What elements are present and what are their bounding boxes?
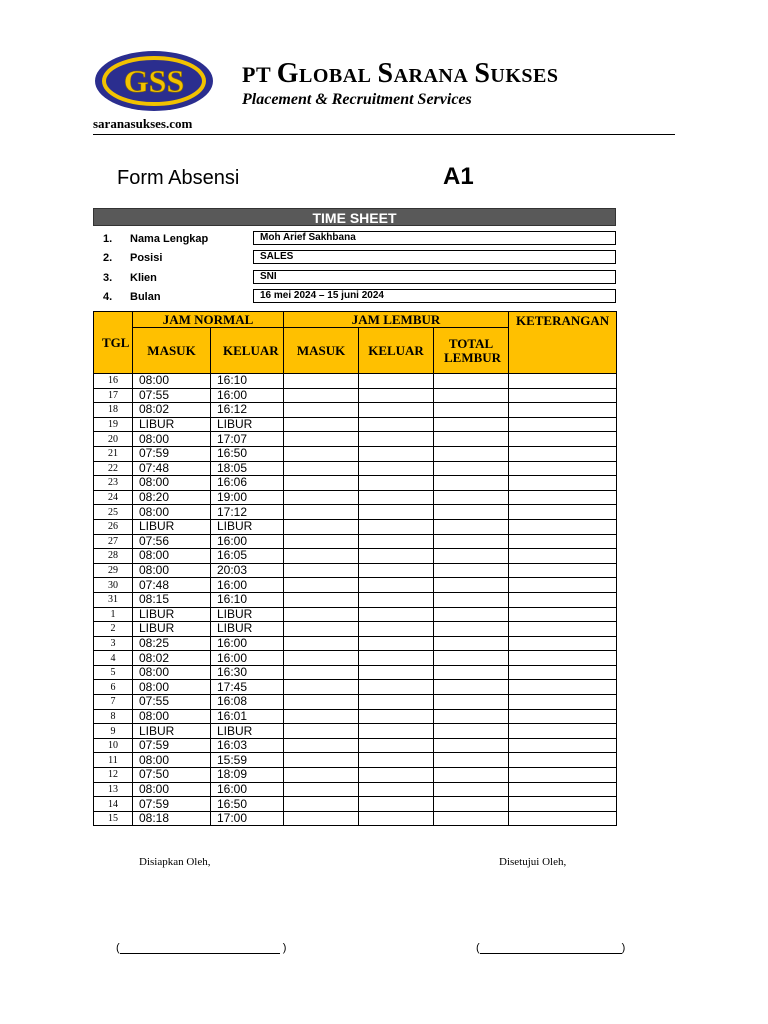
cell-masuk-lembur (284, 695, 359, 710)
cell-masuk-lembur (284, 811, 359, 826)
cell-keluar: 16:50 (211, 797, 284, 812)
cell-keterangan (509, 753, 617, 768)
cell-masuk-lembur (284, 651, 359, 666)
cell-masuk: 07:56 (133, 534, 211, 549)
info-number: 4. (103, 291, 113, 303)
form-title: Form Absensi (117, 167, 240, 189)
cell-keluar-lembur (359, 505, 434, 520)
cell-tgl: 20 (94, 432, 133, 447)
cell-keluar-lembur (359, 563, 434, 578)
cell-total-lembur (434, 811, 509, 826)
company-name (242, 58, 559, 90)
cell-keluar: 16:10 (211, 374, 284, 389)
form-code: A1 (443, 163, 474, 190)
cell-keterangan (509, 782, 617, 797)
cell-masuk: 07:48 (133, 578, 211, 593)
info-value-field: 16 mei 2024 – 15 juni 2024 (253, 289, 616, 303)
cell-keluar: 17:45 (211, 680, 284, 695)
cell-keterangan (509, 549, 617, 564)
cell-tgl: 10 (94, 738, 133, 753)
cell-tgl: 9 (94, 724, 133, 739)
header-total-lembur: TOTAL LEMBUR (434, 328, 509, 374)
table-row (94, 636, 617, 651)
cell-masuk: 08:02 (133, 651, 211, 666)
signature-underline (120, 943, 280, 954)
info-number: 2. (103, 252, 113, 264)
cell-tgl: 17 (94, 388, 133, 403)
cell-total-lembur (434, 461, 509, 476)
info-value-field: SNI (253, 270, 616, 284)
cell-masuk-lembur (284, 636, 359, 651)
cell-keluar-lembur (359, 651, 434, 666)
cell-total-lembur (434, 738, 509, 753)
cell-keterangan (509, 461, 617, 476)
open-paren: ( (476, 942, 480, 954)
prepared-signature-line (116, 942, 286, 954)
company-name-prefix: PT (242, 62, 277, 87)
cell-keluar: 18:09 (211, 768, 284, 783)
cell-keterangan (509, 738, 617, 753)
cell-masuk: 08:00 (133, 563, 211, 578)
cell-masuk: 08:00 (133, 782, 211, 797)
table-row (94, 592, 617, 607)
company-name-word: Global (276, 58, 372, 89)
cell-masuk-lembur (284, 549, 359, 564)
cell-keluar-lembur (359, 665, 434, 680)
cell-masuk-lembur (284, 432, 359, 447)
cell-keterangan (509, 724, 617, 739)
cell-keterangan (509, 797, 617, 812)
cell-keluar: 16:05 (211, 549, 284, 564)
info-label: Bulan (130, 291, 161, 303)
cell-masuk-lembur (284, 461, 359, 476)
cell-tgl: 30 (94, 578, 133, 593)
cell-keluar: LIBUR (211, 417, 284, 432)
table-row (94, 505, 617, 520)
header-masuk-lembur: MASUK (284, 328, 359, 374)
cell-masuk: 08:02 (133, 403, 211, 418)
cell-total-lembur (434, 417, 509, 432)
cell-tgl: 4 (94, 651, 133, 666)
cell-masuk-lembur (284, 738, 359, 753)
cell-masuk-lembur (284, 446, 359, 461)
cell-masuk: 08:00 (133, 432, 211, 447)
cell-masuk-lembur (284, 505, 359, 520)
cell-keluar-lembur (359, 607, 434, 622)
cell-keluar-lembur (359, 446, 434, 461)
cell-keluar: 17:12 (211, 505, 284, 520)
close-paren: ) (621, 942, 626, 954)
cell-keluar-lembur (359, 578, 434, 593)
cell-total-lembur (434, 403, 509, 418)
cell-tgl: 13 (94, 782, 133, 797)
cell-total-lembur (434, 476, 509, 491)
cell-tgl: 15 (94, 811, 133, 826)
cell-keterangan (509, 768, 617, 783)
cell-masuk-lembur (284, 403, 359, 418)
cell-total-lembur (434, 753, 509, 768)
open-paren: ( (116, 942, 120, 954)
cell-keluar-lembur (359, 592, 434, 607)
cell-keluar: 19:00 (211, 490, 284, 505)
info-row (93, 289, 623, 307)
cell-masuk: 07:59 (133, 797, 211, 812)
cell-keterangan (509, 446, 617, 461)
cell-masuk: 07:59 (133, 738, 211, 753)
table-row (94, 417, 617, 432)
cell-keluar-lembur (359, 403, 434, 418)
cell-total-lembur (434, 446, 509, 461)
cell-total-lembur (434, 636, 509, 651)
table-row (94, 680, 617, 695)
cell-masuk: 08:20 (133, 490, 211, 505)
table-row (94, 374, 617, 389)
cell-masuk-lembur (284, 797, 359, 812)
cell-total-lembur (434, 768, 509, 783)
cell-masuk-lembur (284, 680, 359, 695)
cell-total-lembur (434, 578, 509, 593)
header-jam-lembur: JAM LEMBUR (284, 312, 509, 328)
cell-tgl: 6 (94, 680, 133, 695)
cell-masuk-lembur (284, 768, 359, 783)
cell-tgl: 22 (94, 461, 133, 476)
cell-total-lembur (434, 374, 509, 389)
cell-keluar-lembur (359, 782, 434, 797)
cell-total-lembur (434, 724, 509, 739)
cell-masuk-lembur (284, 622, 359, 637)
info-label: Nama Lengkap (130, 233, 209, 245)
cell-keluar: 16:03 (211, 738, 284, 753)
table-row (94, 403, 617, 418)
cell-keluar: 16:06 (211, 476, 284, 491)
table-row (94, 695, 617, 710)
cell-keluar: LIBUR (211, 622, 284, 637)
table-row (94, 578, 617, 593)
cell-keluar: LIBUR (211, 519, 284, 534)
cell-masuk: 08:00 (133, 476, 211, 491)
cell-total-lembur (434, 782, 509, 797)
table-row (94, 461, 617, 476)
cell-keterangan (509, 636, 617, 651)
cell-masuk: 07:55 (133, 695, 211, 710)
cell-masuk-lembur (284, 476, 359, 491)
info-row (93, 250, 623, 268)
cell-total-lembur (434, 519, 509, 534)
cell-total-lembur (434, 622, 509, 637)
cell-masuk: 08:00 (133, 709, 211, 724)
cell-masuk-lembur (284, 374, 359, 389)
table-row (94, 549, 617, 564)
table-row (94, 782, 617, 797)
cell-tgl: 28 (94, 549, 133, 564)
company-name-word: Sarana (377, 58, 469, 89)
cell-keluar: 16:12 (211, 403, 284, 418)
cell-keluar: 16:50 (211, 446, 284, 461)
info-row (93, 231, 623, 249)
cell-keterangan (509, 665, 617, 680)
cell-tgl: 1 (94, 607, 133, 622)
cell-tgl: 29 (94, 563, 133, 578)
cell-tgl: 31 (94, 592, 133, 607)
info-label: Posisi (130, 252, 163, 264)
cell-keterangan (509, 811, 617, 826)
cell-keterangan (509, 695, 617, 710)
cell-keluar: 16:00 (211, 388, 284, 403)
cell-keterangan (509, 388, 617, 403)
cell-total-lembur (434, 592, 509, 607)
cell-masuk-lembur (284, 592, 359, 607)
cell-masuk-lembur (284, 490, 359, 505)
cell-total-lembur (434, 388, 509, 403)
cell-keluar: 17:00 (211, 811, 284, 826)
cell-keluar-lembur (359, 724, 434, 739)
cell-masuk: LIBUR (133, 607, 211, 622)
cell-keluar: 18:05 (211, 461, 284, 476)
cell-tgl: 3 (94, 636, 133, 651)
cell-total-lembur (434, 797, 509, 812)
cell-keluar-lembur (359, 811, 434, 826)
header-tgl: TGL (94, 312, 133, 374)
cell-keluar: LIBUR (211, 607, 284, 622)
info-row (93, 270, 623, 288)
cell-masuk: 08:00 (133, 505, 211, 520)
cell-total-lembur (434, 695, 509, 710)
cell-keterangan (509, 563, 617, 578)
cell-masuk-lembur (284, 388, 359, 403)
company-name-word: Sukses (474, 58, 559, 89)
cell-masuk: 08:00 (133, 680, 211, 695)
approved-signature-line (476, 942, 625, 954)
company-logo (94, 50, 214, 112)
cell-keluar-lembur (359, 738, 434, 753)
cell-keluar-lembur (359, 534, 434, 549)
header-keluar: KELUAR (211, 328, 284, 374)
cell-keluar-lembur (359, 636, 434, 651)
cell-masuk: 08:00 (133, 549, 211, 564)
table-row (94, 651, 617, 666)
cell-keterangan (509, 403, 617, 418)
cell-keluar-lembur (359, 490, 434, 505)
table-row (94, 665, 617, 680)
cell-tgl: 27 (94, 534, 133, 549)
cell-total-lembur (434, 490, 509, 505)
cell-tgl: 7 (94, 695, 133, 710)
info-value-field: SALES (253, 250, 616, 264)
cell-masuk: LIBUR (133, 417, 211, 432)
cell-keluar: 16:10 (211, 592, 284, 607)
cell-masuk-lembur (284, 578, 359, 593)
cell-keluar-lembur (359, 432, 434, 447)
table-row (94, 768, 617, 783)
table-row (94, 738, 617, 753)
cell-masuk-lembur (284, 417, 359, 432)
cell-masuk-lembur (284, 753, 359, 768)
cell-masuk-lembur (284, 665, 359, 680)
cell-masuk: 08:25 (133, 636, 211, 651)
cell-total-lembur (434, 549, 509, 564)
cell-keterangan (509, 651, 617, 666)
timesheet-body (94, 374, 617, 826)
cell-keluar-lembur (359, 753, 434, 768)
info-number: 1. (103, 233, 113, 245)
header-keluar-lembur: KELUAR (359, 328, 434, 374)
cell-total-lembur (434, 680, 509, 695)
cell-total-lembur (434, 607, 509, 622)
cell-keluar: 16:30 (211, 665, 284, 680)
company-tagline: Placement & Recruitment Services (242, 91, 472, 108)
cell-tgl: 14 (94, 797, 133, 812)
cell-tgl: 8 (94, 709, 133, 724)
cell-keluar: 16:00 (211, 782, 284, 797)
cell-keluar: 16:01 (211, 709, 284, 724)
info-value-field: Moh Arief Sakhbana (253, 231, 616, 245)
cell-masuk: LIBUR (133, 519, 211, 534)
table-row (94, 519, 617, 534)
cell-masuk: 07:55 (133, 388, 211, 403)
cell-masuk-lembur (284, 709, 359, 724)
table-row (94, 724, 617, 739)
cell-keterangan (509, 490, 617, 505)
table-row (94, 607, 617, 622)
cell-keterangan (509, 578, 617, 593)
cell-total-lembur (434, 534, 509, 549)
cell-masuk: 08:15 (133, 592, 211, 607)
cell-total-lembur (434, 651, 509, 666)
cell-keterangan (509, 476, 617, 491)
info-label: Klien (130, 272, 157, 284)
cell-total-lembur (434, 709, 509, 724)
cell-masuk-lembur (284, 607, 359, 622)
cell-keterangan (509, 607, 617, 622)
cell-masuk-lembur (284, 563, 359, 578)
cell-tgl: 21 (94, 446, 133, 461)
cell-masuk: 08:00 (133, 374, 211, 389)
header-keterangan: KETERANGAN (509, 312, 617, 374)
cell-tgl: 23 (94, 476, 133, 491)
cell-total-lembur (434, 665, 509, 680)
cell-masuk-lembur (284, 534, 359, 549)
cell-masuk: 08:18 (133, 811, 211, 826)
table-row (94, 797, 617, 812)
cell-tgl: 19 (94, 417, 133, 432)
cell-masuk: 07:59 (133, 446, 211, 461)
timesheet-title-bar: TIME SHEET (93, 208, 616, 226)
table-row (94, 622, 617, 637)
cell-tgl: 25 (94, 505, 133, 520)
cell-masuk: LIBUR (133, 724, 211, 739)
table-row (94, 476, 617, 491)
logo-text: GSS (123, 63, 185, 99)
cell-total-lembur (434, 432, 509, 447)
cell-keluar-lembur (359, 768, 434, 783)
table-row (94, 534, 617, 549)
header-masuk: MASUK (133, 328, 211, 374)
table-row (94, 432, 617, 447)
cell-keterangan (509, 622, 617, 637)
table-row (94, 709, 617, 724)
cell-keluar-lembur (359, 388, 434, 403)
cell-keterangan (509, 534, 617, 549)
cell-tgl: 16 (94, 374, 133, 389)
cell-keterangan (509, 680, 617, 695)
cell-keluar-lembur (359, 461, 434, 476)
signature-underline (480, 943, 622, 954)
table-row (94, 563, 617, 578)
cell-tgl: 12 (94, 768, 133, 783)
cell-keluar-lembur (359, 695, 434, 710)
cell-total-lembur (434, 563, 509, 578)
cell-keluar-lembur (359, 374, 434, 389)
cell-tgl: 11 (94, 753, 133, 768)
table-row (94, 388, 617, 403)
cell-masuk-lembur (284, 782, 359, 797)
info-number: 3. (103, 272, 113, 284)
cell-keluar: 17:07 (211, 432, 284, 447)
cell-tgl: 2 (94, 622, 133, 637)
cell-keluar: 16:00 (211, 534, 284, 549)
cell-keluar: 16:08 (211, 695, 284, 710)
cell-keluar: 20:03 (211, 563, 284, 578)
close-paren: ) (282, 942, 287, 954)
cell-keterangan (509, 374, 617, 389)
table-row (94, 811, 617, 826)
cell-keluar-lembur (359, 417, 434, 432)
cell-keterangan (509, 592, 617, 607)
cell-keluar: 16:00 (211, 636, 284, 651)
prepared-by-label: Disiapkan Oleh, (139, 856, 211, 868)
cell-keluar-lembur (359, 549, 434, 564)
cell-total-lembur (434, 505, 509, 520)
cell-keluar-lembur (359, 476, 434, 491)
cell-masuk: 07:48 (133, 461, 211, 476)
header-divider (93, 134, 675, 135)
cell-keterangan (509, 519, 617, 534)
cell-keterangan (509, 505, 617, 520)
cell-keluar-lembur (359, 680, 434, 695)
cell-tgl: 5 (94, 665, 133, 680)
cell-keluar: 16:00 (211, 578, 284, 593)
cell-tgl: 18 (94, 403, 133, 418)
cell-masuk-lembur (284, 519, 359, 534)
cell-masuk-lembur (284, 724, 359, 739)
cell-tgl: 24 (94, 490, 133, 505)
cell-keluar-lembur (359, 797, 434, 812)
cell-keluar: LIBUR (211, 724, 284, 739)
cell-masuk: 08:00 (133, 753, 211, 768)
cell-keluar-lembur (359, 622, 434, 637)
cell-keterangan (509, 432, 617, 447)
cell-keterangan (509, 709, 617, 724)
cell-tgl: 26 (94, 519, 133, 534)
cell-keluar: 16:00 (211, 651, 284, 666)
cell-masuk: LIBUR (133, 622, 211, 637)
cell-keterangan (509, 417, 617, 432)
timesheet-table (93, 311, 617, 826)
table-row (94, 446, 617, 461)
approved-by-label: Disetujui Oleh, (499, 856, 567, 868)
cell-keluar-lembur (359, 709, 434, 724)
table-row (94, 490, 617, 505)
cell-masuk: 08:00 (133, 665, 211, 680)
cell-masuk: 07:50 (133, 768, 211, 783)
cell-keluar-lembur (359, 519, 434, 534)
company-website: saranasukses.com (93, 116, 193, 131)
cell-keluar: 15:59 (211, 753, 284, 768)
header-jam-normal: JAM NORMAL (133, 312, 284, 328)
table-row (94, 753, 617, 768)
